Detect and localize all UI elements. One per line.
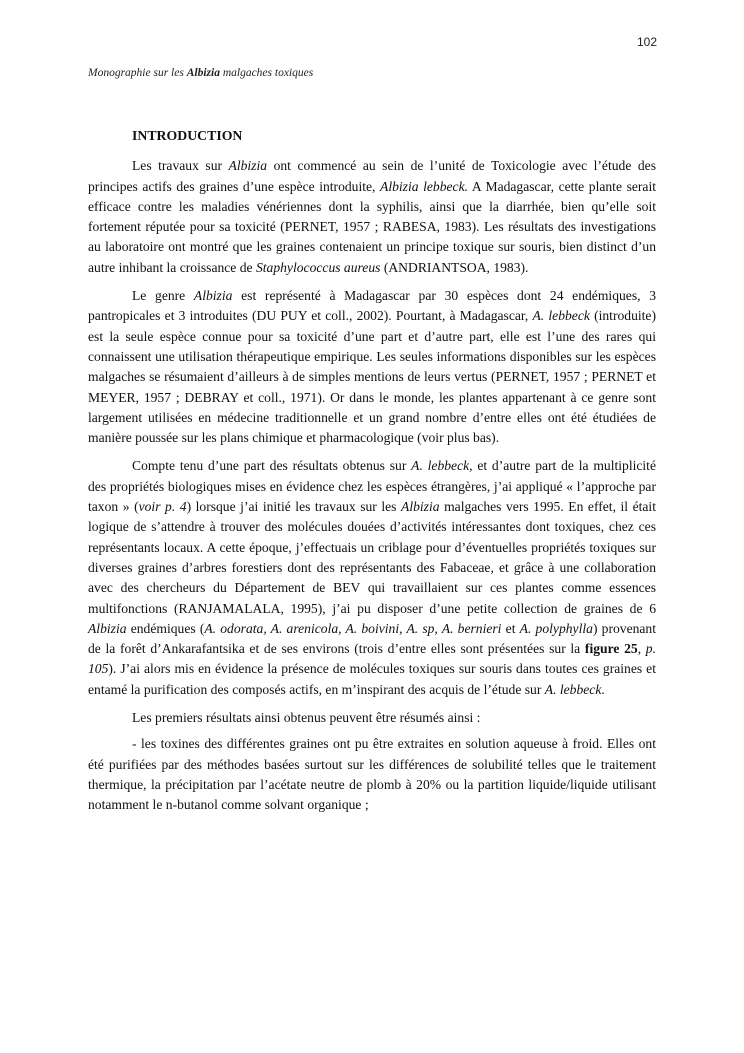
italic-run: Staphylococcus aureus — [255, 259, 381, 275]
paragraph — [88, 734, 656, 815]
italic-run: p. 105 — [88, 641, 656, 677]
italic-run: voir p. 4 — [138, 499, 187, 515]
running-header-suffix: malgaches toxiques — [219, 67, 314, 79]
text-run: malgaches vers 1995. En effet, il était logique de s’attendre à trouver des molécules douées d’activités intéressantes dont toxiques, chez ces représentants locaux. A cette époque, j’effectuais un criblage pour d’éventuelles propriétés toxiques sur diverses graines d’arbres forestiers dont des représentants des Fabaceae, et grâce à une collaboration avec des chercheurs du Département de BEV qui travaillaient sur ces plantes comme essences multifonctions (RANJAMALALA, 1995), j’ai pu disposer d’une petite collection de graines de 6 — [88, 499, 656, 616]
text-run: A Madagascar, cette plante serait efficace contre les maladies vénériennes dont la syphilis, ainsi que la diarrhée, bien qu’elle soit fortement réputée pour sa toxicité (PERNET, 1957 ; RABESA, 1983). Les résultats des investigations au laboratoire ont montré que les graines contenaient un principe toxique sur souris, bien distinct d’un autre inhibant la croissance de — [88, 178, 657, 275]
paragraph — [88, 286, 656, 448]
text-run: ) provenant de la forêt d’Ankarafantsika et de ses environs (trois d’entre elles sont présentées sur la — [88, 620, 657, 657]
text-run: , — [637, 641, 646, 657]
text-run: Le genre — [132, 288, 194, 304]
paragraph — [88, 156, 656, 278]
text-run: Compte tenu d’une part des résultats obtenus sur — [132, 458, 412, 474]
text-run: et — [501, 620, 520, 636]
text-run: Les premiers résultats ainsi obtenus peuvent être résumés ainsi : — [132, 710, 481, 726]
bold-run: figure 25 — [584, 641, 638, 657]
italic-run: Albizia — [88, 620, 127, 636]
text-run: Les travaux sur — [132, 158, 229, 174]
paragraph — [88, 456, 656, 700]
text-run: endémiques ( — [126, 620, 205, 636]
running-header — [88, 67, 313, 79]
text-run: (introduite) est la seule espèce connue pour sa toxicité d’une part et d’autre part, elle est l’une des rares qui connaissent une utilisation thérapeutique empirique. Les seules informations disponibles sur les espèces malgaches se résumaient d’ailleurs à de simples mentions de leurs vertus (PERNET, 1957 ; PERNET et MEYER, 1957 ; DEBRAY et coll., 1971). Or dans le monde, les plantes appartenant à ce genre sont largement utilisées en médecine traditionnelle et un grand nombre d’entre elles ont été étudiées de manière poussée sur les plans chimique et pharmacologique (voir plus bas). — [88, 308, 656, 446]
italic-run: Albizia — [228, 158, 268, 174]
italic-run: Albizia — [193, 288, 233, 304]
text-run: (ANDRIANTSOA, 1983). — [380, 259, 529, 275]
text-run: ont commencé au sein de l’unité de Toxicologie avec l’étude des principes actifs des graines d’une espèce introduite, — [88, 158, 656, 194]
running-header-genus: Albizia — [186, 67, 220, 79]
text-run: est représenté à Madagascar par 30 espèces dont 24 endémiques, 3 pantropicales et 3 introduites (DU PUY et coll., 2002). Pourtant, à Madagascar, — [88, 288, 656, 324]
italic-run: A. lebbeck — [544, 681, 602, 697]
italic-run: A. lebbeck, — [411, 458, 473, 474]
text-run: ). J’ai alors mis en évidence la présence de molécules toxiques sur souris dans toutes ces graines et entamé la purification des composés actifs, en m’inspirant des acquis de l’étude sur — [88, 661, 656, 697]
italic-run: Albizia — [401, 499, 440, 515]
paragraph — [88, 708, 656, 728]
italic-run: Albizia lebbeck. — [380, 178, 469, 194]
section-heading: INTRODUCTION — [132, 128, 243, 143]
italic-run: A. odorata, A. arenicola, A. boivini, A. sp, A. bernieri — [204, 620, 502, 636]
page-number: 102 — [636, 35, 657, 49]
italic-run: A. lebbeck — [532, 308, 590, 324]
text-run: - les toxines des différentes graines ont pu être extraites en solution aqueuse à froid. Elles ont été purifiées par des méthodes basées surtout sur les différences de solubilité telles que le traitement thermique, la précipitation par l’acétate neutre de plomb à 20% ou la partition liquide/liquide utilisant notamment le n-butanol comme solvant organique ; — [88, 736, 656, 813]
document-body — [88, 126, 656, 824]
text-run: et d’autre part de la multiplicité des propriétés biologiques mises en évidence chez les espèces étrangères, j’ai appliqué « l’approche par taxon » ( — [88, 458, 656, 515]
text-run: . — [601, 681, 605, 697]
italic-run: A. polyphylla — [519, 620, 593, 636]
text-run: ) lorsque j’ai initié les travaux sur les — [186, 499, 402, 515]
running-header-prefix: Monographie sur les — [88, 67, 187, 79]
